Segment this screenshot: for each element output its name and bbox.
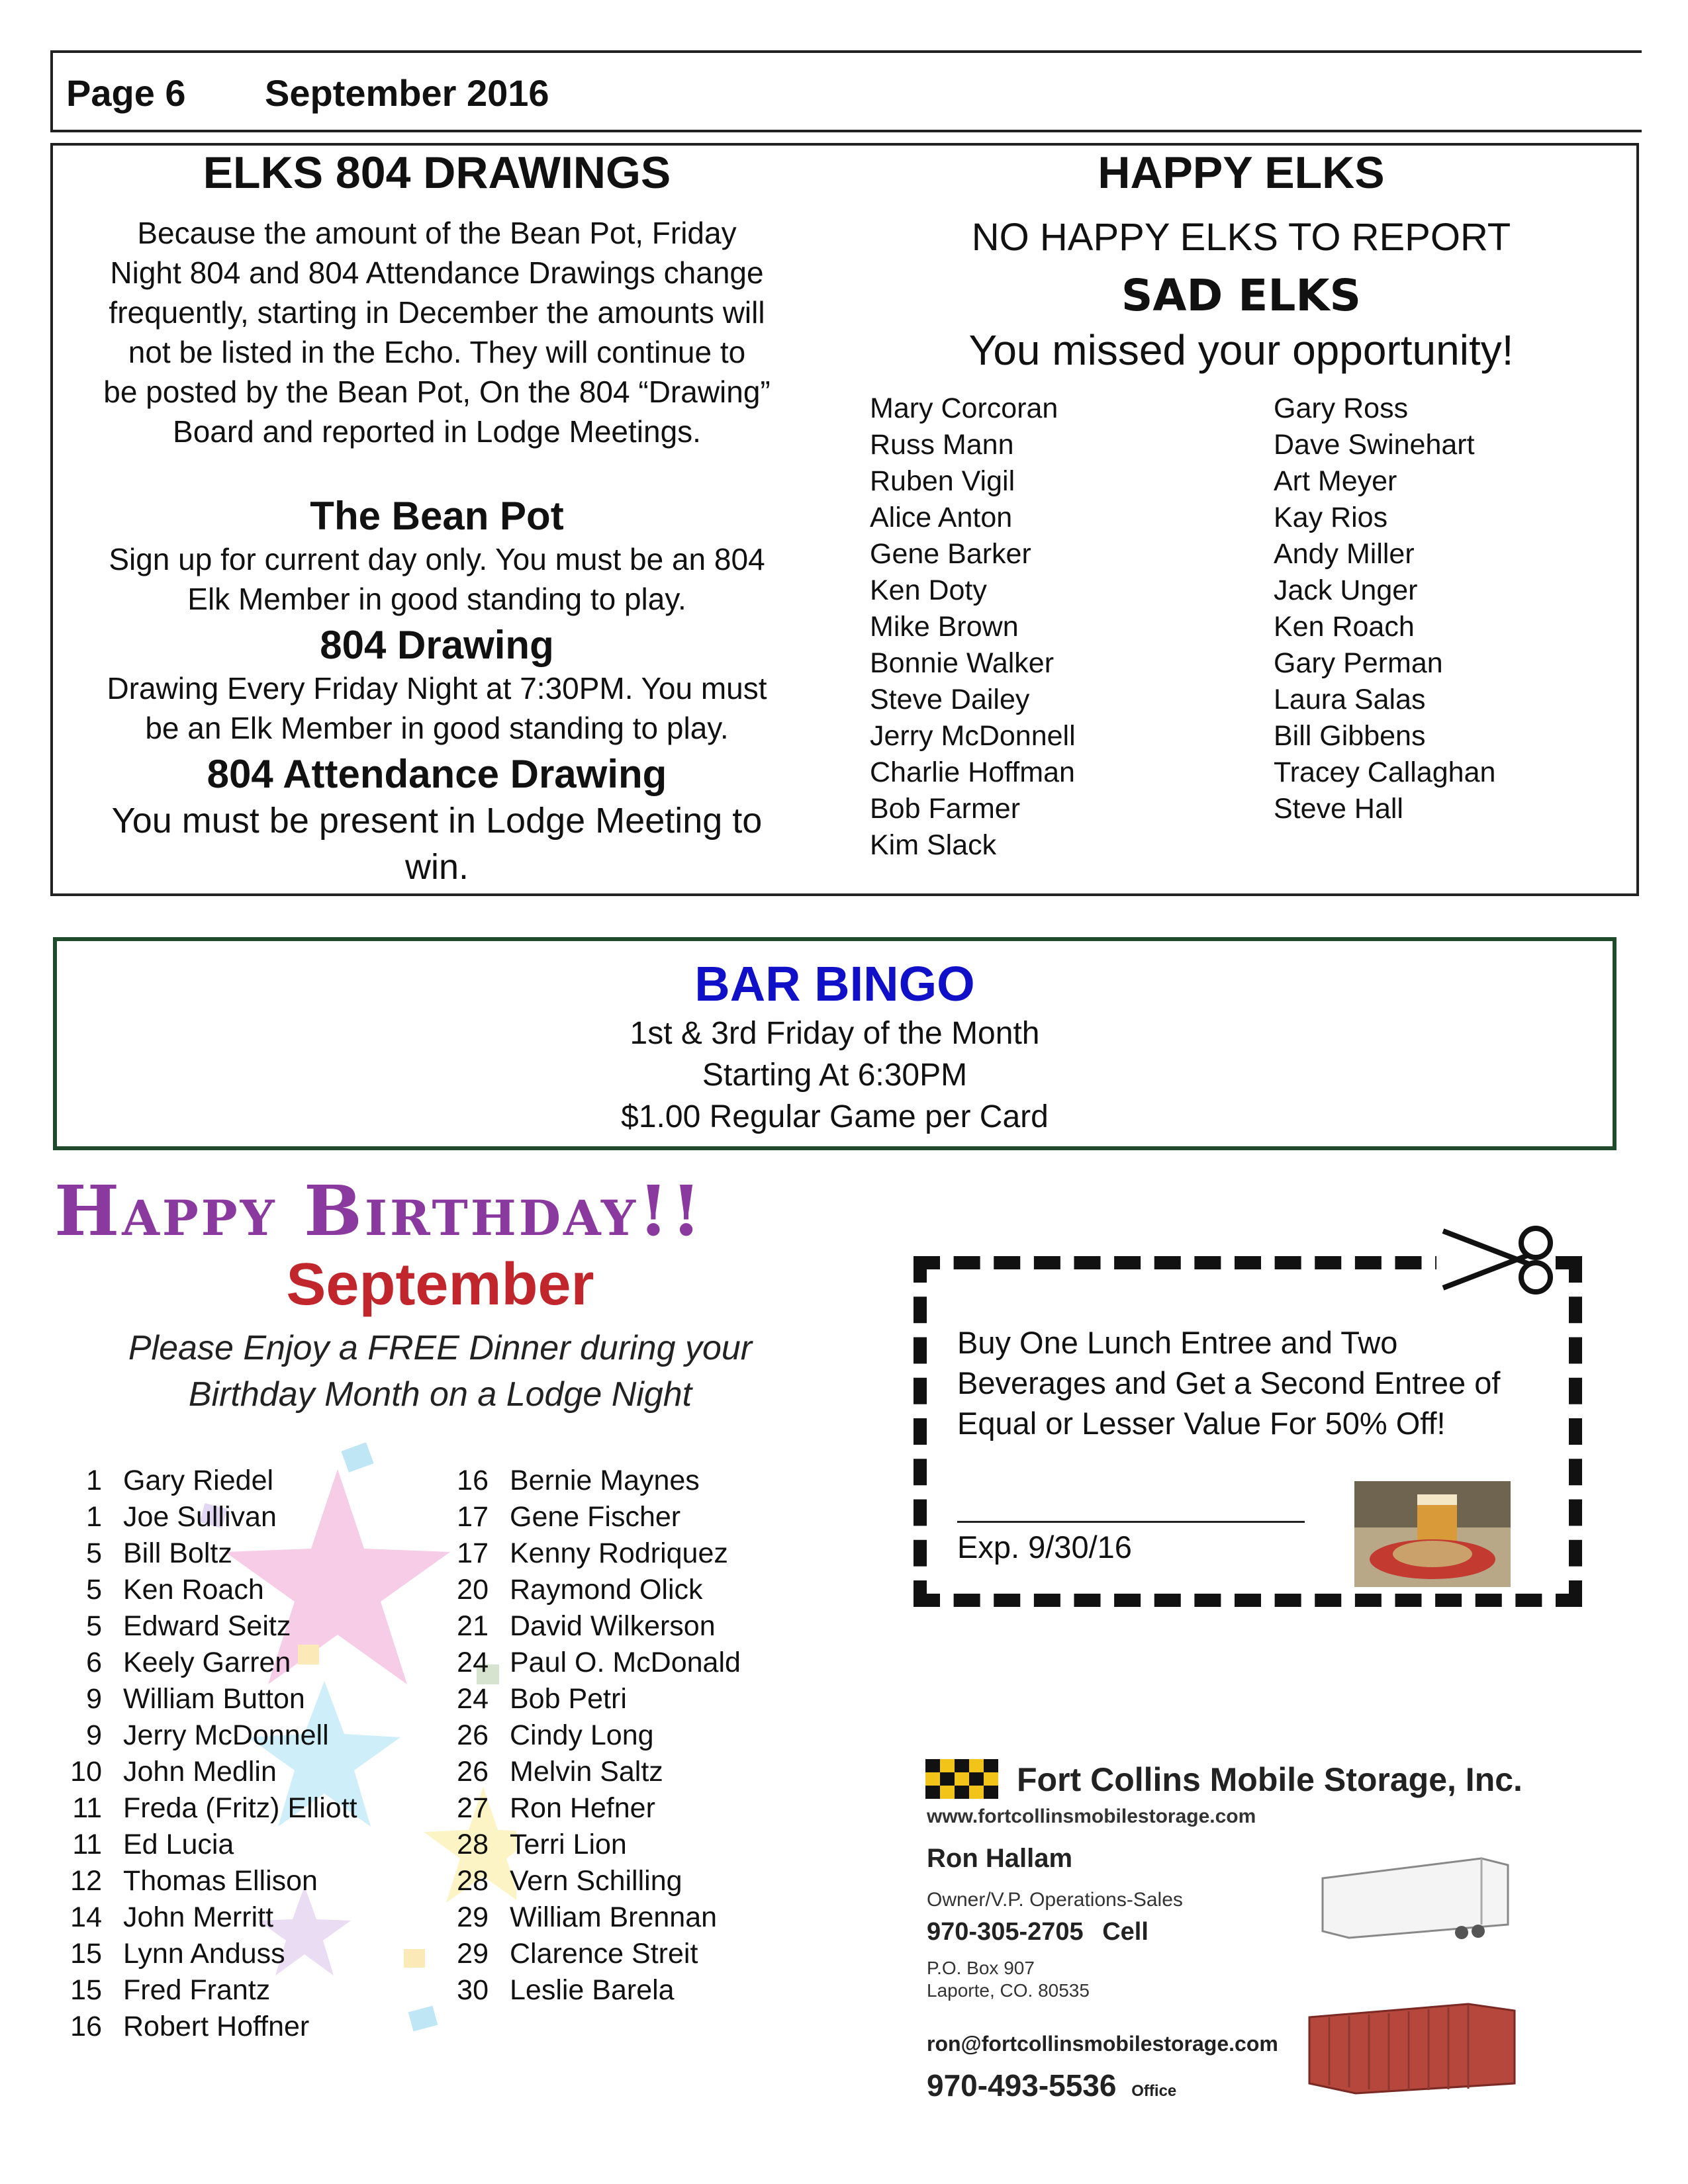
list-item: Bonnie Walker xyxy=(870,647,1055,679)
bar-bingo-box xyxy=(53,937,1617,1150)
list-item: Laura Salas xyxy=(1274,684,1426,715)
bar-bingo-line: $1.00 Regular Game per Card xyxy=(621,1099,1049,1134)
drawings-intro xyxy=(66,213,808,451)
birthday-day: 9 xyxy=(86,1719,102,1751)
birthday-day: 30 xyxy=(457,1974,489,2006)
bar-bingo-title: BAR BINGO xyxy=(694,956,975,1011)
birthday-day: 26 xyxy=(457,1756,489,1788)
birthday-day: 12 xyxy=(70,1865,102,1897)
birthday-name: Joe Sullivan xyxy=(123,1501,277,1533)
birthday-name: Ed Lucia xyxy=(123,1829,234,1860)
birthday-name: Freda (Fritz) Elliott xyxy=(123,1792,357,1824)
birthday-day: 16 xyxy=(457,1465,489,1496)
birthday-name: David Wilkerson xyxy=(510,1610,716,1642)
list-item: Kim Slack xyxy=(870,829,997,861)
confetti-icon xyxy=(298,1645,319,1664)
bar-bingo-line: Starting At 6:30PM xyxy=(702,1058,968,1093)
confetti-icon xyxy=(341,1443,373,1473)
sad-elks-subtitle: You missed your opportunity! xyxy=(968,326,1514,374)
birthday-name: Bernie Maynes xyxy=(510,1465,700,1496)
birthday-day: 29 xyxy=(457,1938,489,1970)
birthday-note-line: Please Enjoy a FREE Dinner during your xyxy=(128,1329,753,1367)
list-item: Art Meyer xyxy=(1274,465,1397,497)
confetti-icon xyxy=(404,1949,425,1968)
list-item: Jerry McDonnell xyxy=(870,720,1076,752)
list-item: Jack Unger xyxy=(1274,574,1418,606)
bar-bingo-line: 1st & 3rd Friday of the Month xyxy=(630,1016,1040,1051)
birthday-name: John Merritt xyxy=(123,1901,274,1933)
birthday-name: Paul O. McDonald xyxy=(510,1647,741,1678)
birthday-day: 29 xyxy=(457,1901,489,1933)
issue-date: September 2016 xyxy=(265,72,549,114)
birthday-note xyxy=(66,1325,814,1418)
birthday-day: 28 xyxy=(457,1829,489,1860)
list-item: Mary Corcoran xyxy=(870,392,1058,424)
attendance-line: You must be present in Lodge Meeting to xyxy=(111,801,763,841)
checker-logo-icon xyxy=(925,1759,998,1799)
drawings-title: ELKS 804 DRAWINGS xyxy=(203,148,671,198)
intro-line: frequently, starting in December the amounts will xyxy=(109,295,765,330)
birthday-name: Keely Garren xyxy=(123,1647,291,1678)
ad-website: www.fortcollinsmobilestorage.com xyxy=(927,1805,1256,1827)
ad-address-1: P.O. Box 907 xyxy=(927,1958,1035,1978)
birthday-day: 15 xyxy=(70,1938,102,1970)
list-item: Russ Mann xyxy=(870,429,1014,461)
ad-company: Fort Collins Mobile Storage, Inc. xyxy=(1017,1761,1523,1798)
birthday-name: Cindy Long xyxy=(510,1719,654,1751)
birthday-name: Kenny Rodriquez xyxy=(510,1537,728,1569)
happy-elks-title: HAPPY ELKS xyxy=(1098,148,1385,198)
list-item: Steve Dailey xyxy=(870,684,1030,715)
sad-elks-title: SAD ELKS xyxy=(1121,270,1362,321)
birthday-day: 21 xyxy=(457,1610,489,1642)
birthday-day: 20 xyxy=(457,1574,489,1606)
happy-elks-note: NO HAPPY ELKS TO REPORT xyxy=(971,216,1511,259)
birthday-day: 16 xyxy=(70,2011,102,2042)
birthday-day: 11 xyxy=(72,1829,102,1860)
list-item: Ken Doty xyxy=(870,574,987,606)
coupon-expiry: Exp. 9/30/16 xyxy=(957,1529,1132,1565)
birthday-name: Clarence Streit xyxy=(510,1938,698,1970)
birthday-month: September xyxy=(286,1251,594,1318)
birthday-day: 6 xyxy=(86,1647,102,1678)
coupon-line: Beverages and Get a Second Entree of xyxy=(957,1365,1501,1400)
birthday-day: 24 xyxy=(457,1647,489,1678)
header-fade xyxy=(1377,53,1642,130)
list-item: Gary Ross xyxy=(1274,392,1409,424)
list-item: Charlie Hoffman xyxy=(870,756,1075,788)
intro-line: Because the amount of the Bean Pot, Friday xyxy=(137,216,737,250)
birthday-name: Lynn Anduss xyxy=(123,1938,285,1970)
attendance-title: 804 Attendance Drawing xyxy=(207,752,667,796)
list-item: Gary Perman xyxy=(1274,647,1443,679)
birthday-name: Bob Petri xyxy=(510,1683,627,1715)
bean-pot-line: Sign up for current day only. You must be an 804 xyxy=(109,542,765,576)
birthday-day: 17 xyxy=(457,1501,489,1533)
birthday-day: 9 xyxy=(86,1683,102,1715)
birthday-day: 10 xyxy=(70,1756,102,1788)
list-item: Steve Hall xyxy=(1274,793,1403,825)
birthday-banner: Happy Birthday!! xyxy=(54,1170,704,1251)
birthday-name: John Medlin xyxy=(123,1756,277,1788)
list-item: Mike Brown xyxy=(870,611,1019,643)
birthday-name: Ron Hefner xyxy=(510,1792,655,1824)
list-item: Kay Rios xyxy=(1274,502,1388,533)
drawing-804-title: 804 Drawing xyxy=(320,623,554,667)
birthday-name: William Brennan xyxy=(510,1901,718,1933)
birthday-day: 14 xyxy=(70,1901,102,1933)
drawing-804-line: be an Elk Member in good standing to play. xyxy=(145,711,729,745)
list-item: Andy Miller xyxy=(1274,538,1415,570)
birthday-name: Gary Riedel xyxy=(123,1465,274,1496)
storage-ad xyxy=(925,1759,1587,2103)
sad-elks-names-left xyxy=(870,390,1076,864)
food-photo xyxy=(1354,1481,1511,1587)
list-item: Tracey Callaghan xyxy=(1274,756,1496,788)
bean-pot-title: The Bean Pot xyxy=(310,494,564,538)
birthday-name: Robert Hoffner xyxy=(123,2011,310,2042)
ad-email: ron@fortcollinsmobilestorage.com xyxy=(927,2032,1278,2056)
birthday-day: 28 xyxy=(457,1865,489,1897)
birthday-name: Thomas Ellison xyxy=(123,1865,318,1897)
page-number: Page 6 xyxy=(66,72,186,114)
birthday-day: 27 xyxy=(457,1792,489,1824)
birthday-day: 11 xyxy=(72,1792,102,1824)
attendance-line: win. xyxy=(404,847,469,887)
birthday-name: Terri Lion xyxy=(510,1829,627,1860)
list-item: Bob Farmer xyxy=(870,793,1021,825)
ad-cell-label: Cell xyxy=(1102,1918,1149,1946)
attendance-text xyxy=(66,797,808,890)
coupon-text xyxy=(957,1322,1566,1443)
list-item: Dave Swinehart xyxy=(1274,429,1475,461)
birthday-name: Bill Boltz xyxy=(123,1537,232,1569)
bean-pot-text xyxy=(66,539,808,619)
ad-cell: 970-305-2705 xyxy=(927,1918,1084,1946)
drawing-804-line: Drawing Every Friday Night at 7:30PM. You must xyxy=(107,671,767,705)
birthday-day: 24 xyxy=(457,1683,489,1715)
list-item: Gene Barker xyxy=(870,538,1031,570)
list-item: Ken Roach xyxy=(1274,611,1415,643)
birthday-name: William Button xyxy=(123,1683,305,1715)
ad-role: Owner/V.P. Operations-Sales xyxy=(927,1889,1183,1911)
birthday-name: Jerry McDonnell xyxy=(123,1719,329,1751)
intro-line: be posted by the Bean Pot, On the 804 “Drawing” xyxy=(103,375,771,409)
birthday-name: Raymond Olick xyxy=(510,1574,703,1606)
birthday-day: 1 xyxy=(86,1501,102,1533)
container-icon xyxy=(1303,1997,1521,2097)
birthday-name: Melvin Saltz xyxy=(510,1756,663,1788)
birthday-name: Vern Schilling xyxy=(510,1865,682,1897)
birthday-day: 5 xyxy=(86,1537,102,1569)
drawing-804-text xyxy=(66,668,808,748)
list-item: Alice Anton xyxy=(870,502,1013,533)
intro-line: not be listed in the Echo. They will continue to xyxy=(128,335,746,369)
sad-elks-names-right xyxy=(1274,390,1495,827)
birthday-day: 15 xyxy=(70,1974,102,2006)
ad-address-2: Laporte, CO. 80535 xyxy=(927,1980,1090,2001)
birthday-day: 5 xyxy=(86,1574,102,1606)
coupon-line: Equal or Lesser Value For 50% Off! xyxy=(957,1406,1446,1441)
birthday-name: Ken Roach xyxy=(123,1574,264,1606)
birthday-name: Leslie Barela xyxy=(510,1974,675,2006)
list-item: Ruben Vigil xyxy=(870,465,1015,497)
birthday-day: 5 xyxy=(86,1610,102,1642)
birthday-day: 1 xyxy=(86,1465,102,1496)
intro-line: Board and reported in Lodge Meetings. xyxy=(173,414,701,449)
coupon-line: Buy One Lunch Entree and Two xyxy=(957,1325,1398,1360)
ad-person: Ron Hallam xyxy=(927,1844,1073,1873)
birthday-day: 26 xyxy=(457,1719,489,1751)
birthday-name: Gene Fischer xyxy=(510,1501,681,1533)
birthday-name: Fred Frantz xyxy=(123,1974,271,2006)
ad-office-label: Office xyxy=(1131,2082,1177,2100)
birthday-day: 17 xyxy=(457,1537,489,1569)
signature-line xyxy=(957,1521,1305,1523)
scissors-icon xyxy=(1436,1223,1556,1296)
intro-line: Night 804 and 804 Attendance Drawings change xyxy=(110,255,764,290)
birthday-name: Edward Seitz xyxy=(123,1610,291,1642)
bean-pot-line: Elk Member in good standing to play. xyxy=(187,582,686,616)
trailer-icon xyxy=(1316,1852,1515,1951)
birthday-note-line: Birthday Month on a Lodge Night xyxy=(188,1375,692,1414)
ad-office-phone: 970-493-5536 xyxy=(927,2068,1117,2103)
confetti-icon xyxy=(408,2006,438,2032)
list-item: Bill Gibbens xyxy=(1274,720,1426,752)
